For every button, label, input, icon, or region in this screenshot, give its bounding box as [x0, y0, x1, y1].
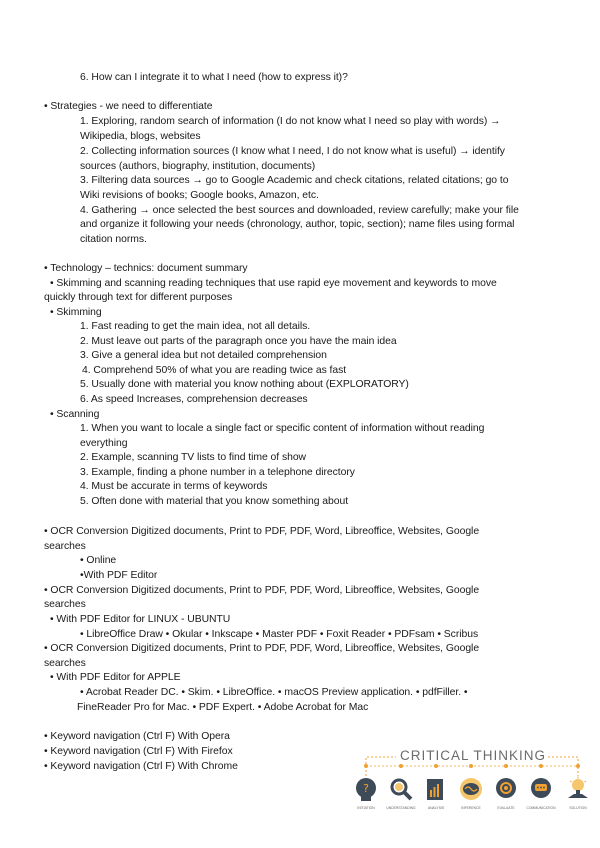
text-line: and organize it following your needs (chronology, author, topic, section); name files using formal	[80, 219, 515, 230]
text-line: 2. Collecting information sources (I know what I need, I do not know what is useful) → identify	[80, 146, 505, 157]
text-line: 4. Gathering → once selected the best sources and downloaded, review carefully; make your file	[80, 205, 519, 216]
text-line: 4. Comprehend 50% of what you are reading twice as fast	[82, 365, 347, 376]
ct-label: UNDERSTANDING	[386, 806, 416, 810]
magnifier-icon	[388, 776, 414, 802]
text-line: 3. Example, finding a phone number in a telephone directory	[80, 467, 355, 478]
text-line: quickly through text for different purposes	[44, 292, 233, 303]
text-line: FineReader Pro for Mac. • PDF Expert. • Adobe Acrobat for Mac	[77, 702, 369, 713]
text-line: Wiki revisions of books; Google books, Amazon, etc.	[80, 190, 319, 201]
text-line: • Skimming and scanning reading techniques that use rapid eye movement and keywords to move	[50, 278, 497, 289]
subheading-skimming: • Skimming	[50, 307, 102, 318]
speech-bubble-icon	[528, 776, 554, 802]
text-line: 5. Usually done with material you know nothing about (EXPLORATORY)	[80, 379, 409, 390]
section-heading-ocr: • OCR Conversion Digitized documents, Print to PDF, PDF, Word, Libreoffice, Websites, Google	[44, 585, 480, 596]
section-heading-technology: • Technology – technics: document summary	[44, 263, 248, 274]
text-line: • LibreOffice Draw • Okular • Inkscape • Master PDF • Foxit Reader • PDFsam • Scribus	[80, 629, 479, 640]
text-line: sources (authors, biography, institution, documents)	[80, 161, 316, 172]
text-line: 3. Give a general idea but not detailed comprehension	[80, 350, 327, 361]
text-line: Wikipedia, blogs, websites	[80, 131, 201, 142]
text-line: • Acrobat Reader DC. • Skim. • LibreOffice. • macOS Preview application. • pdfFiller. •	[80, 687, 468, 698]
text-line: • Online	[80, 555, 117, 566]
ct-label: SOLUTION	[569, 806, 587, 810]
text-line: • Keyword navigation (Ctrl F) With Opera	[44, 731, 230, 742]
text-line: searches	[44, 541, 86, 552]
subheading-scanning: • Scanning	[50, 409, 100, 420]
text-line: • With PDF Editor for LINUX - UBUNTU	[50, 614, 231, 625]
brain-icon	[458, 776, 484, 802]
text-line: 1. Fast reading to get the main idea, not all details.	[80, 321, 311, 332]
text-line: 6. How can I integrate it to what I need (how to express it)?	[80, 72, 348, 83]
text-line: 1. When you want to locale a single fact or specific content of information without reading	[80, 423, 485, 434]
critical-thinking-title: CRITICAL THINKING	[400, 748, 547, 763]
ct-label: ANALYSIS	[427, 806, 445, 810]
text-line: • With PDF Editor for APPLE	[50, 672, 181, 683]
section-heading-ocr: • OCR Conversion Digitized documents, Print to PDF, PDF, Word, Libreoffice, Websites, Google	[44, 526, 480, 537]
text-line: 2. Must leave out parts of the paragraph once you have the main idea	[80, 336, 397, 347]
text-line: 5. Often done with material that you know something about	[80, 496, 349, 507]
text-line: 6. As speed Increases, comprehension decreases	[80, 394, 308, 405]
ct-label: COMMUNICATION	[526, 806, 556, 810]
ct-label: INFERENCE	[461, 806, 481, 810]
analysis-document-icon	[423, 776, 449, 802]
text-line: everything	[80, 438, 128, 449]
text-line: • Keyword navigation (Ctrl F) With Chrome	[44, 761, 238, 772]
text-line: • Keyword navigation (Ctrl F) With Firefox	[44, 746, 233, 757]
section-heading-strategies: • Strategies - we need to differentiate	[44, 101, 213, 112]
section-heading-ocr: • OCR Conversion Digitized documents, Print to PDF, PDF, Word, Libreoffice, Websites, Google	[44, 643, 480, 654]
text-line: citation norms.	[80, 234, 147, 245]
lightbulb-hand-icon	[565, 776, 591, 802]
text-line: 3. Filtering data sources → go to Google Academic and check citations, related citations; go to	[80, 175, 509, 186]
text-line: 2. Example, scanning TV lists to find time of show	[80, 452, 307, 463]
critical-thinking-graphic	[352, 748, 592, 830]
text-line: 1. Exploring, random search of information (I do not know what I need so play with words) →	[80, 116, 501, 127]
text-line: •With PDF Editor	[80, 570, 158, 581]
ct-label: INITIATION	[357, 806, 375, 810]
text-line: searches	[44, 599, 86, 610]
gear-head-icon	[493, 776, 519, 802]
svg-text:?: ?	[363, 782, 369, 795]
question-head-icon	[353, 776, 379, 802]
ct-label: EVALUATE	[497, 806, 515, 810]
text-line: 4. Must be accurate in terms of keywords	[80, 481, 268, 492]
text-line: searches	[44, 658, 86, 669]
